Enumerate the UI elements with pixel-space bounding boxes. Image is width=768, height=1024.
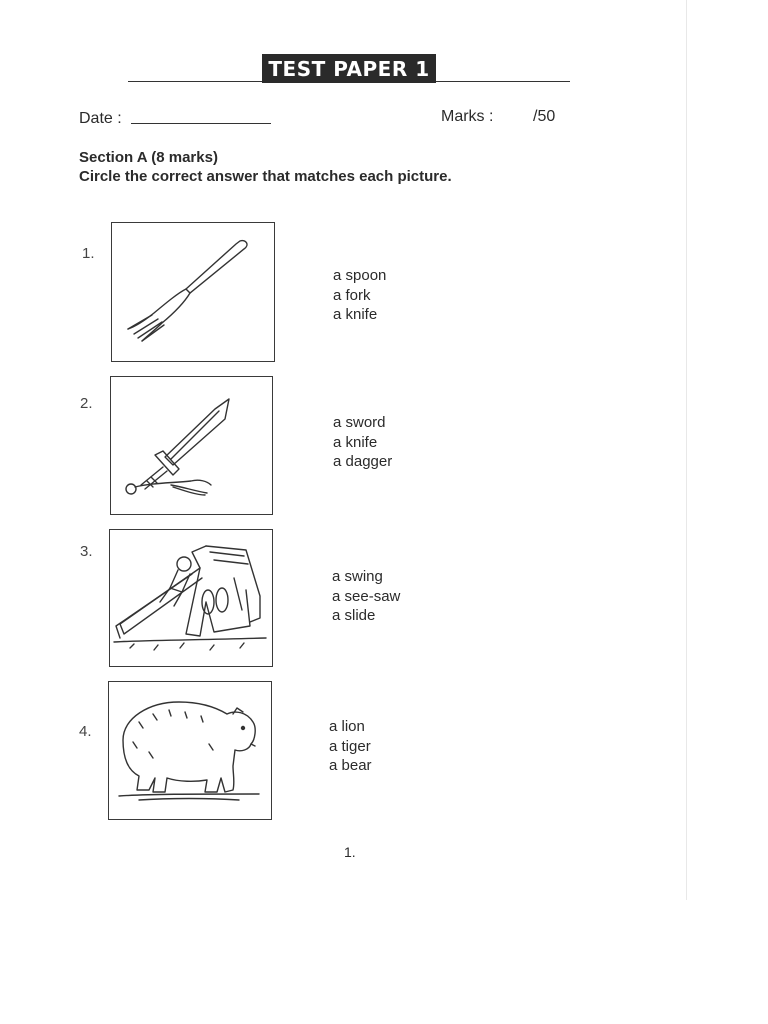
option-1[interactable]: a spoon (333, 267, 387, 284)
section-title: Section A (8 marks) (79, 149, 218, 166)
fork-icon (112, 223, 274, 361)
slide-icon (110, 530, 272, 666)
marks-label: Marks : (441, 108, 494, 125)
option-1[interactable]: a lion (329, 718, 365, 735)
option-3[interactable]: a knife (333, 306, 378, 323)
option-1[interactable]: a swing (332, 568, 383, 585)
bear-picture (108, 681, 272, 820)
date-blank-line (131, 123, 271, 124)
slide-picture (109, 529, 273, 667)
bear-icon (109, 682, 271, 819)
option-3[interactable]: a bear (329, 757, 372, 774)
sword-picture (110, 376, 273, 515)
question-number: 1. (82, 245, 95, 262)
option-2[interactable]: a tiger (329, 737, 371, 755)
answer-options (329, 717, 372, 776)
page-number: 1. (344, 844, 356, 860)
option-2[interactable]: a knife (333, 433, 378, 451)
question-number: 4. (79, 723, 92, 740)
answer-options (332, 567, 400, 626)
page-title: TEST PAPER 1 (262, 54, 436, 83)
instructions: Circle the correct answer that matches each picture. (79, 168, 452, 185)
question-number: 3. (80, 543, 93, 560)
fork-picture (111, 222, 275, 362)
question-number: 2. (80, 395, 93, 412)
sword-icon (111, 377, 272, 514)
page-edge (686, 0, 687, 900)
option-3[interactable]: a dagger (333, 453, 393, 470)
option-3[interactable]: a slide (332, 607, 376, 624)
answer-options (333, 266, 386, 325)
answer-options (333, 413, 392, 472)
option-2[interactable]: a see-saw (332, 587, 401, 605)
marks-total: /50 (533, 108, 556, 125)
date-label: Date : (79, 110, 122, 127)
option-1[interactable]: a sword (333, 414, 386, 431)
option-2[interactable]: a fork (333, 286, 371, 304)
